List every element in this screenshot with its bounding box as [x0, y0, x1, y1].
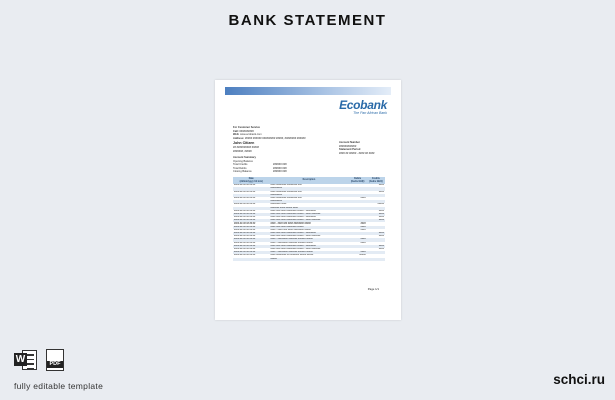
cell-description: #### ######## ## ####### ##### #####: [270, 254, 314, 257]
customer-address-2: #######, #####: [233, 149, 252, 153]
cell-description: #### ### #### ######## ##### - #### #######: [269, 219, 348, 222]
cell-debit: ####: [360, 197, 366, 200]
cell-date: ####-##-## ##:##:##: [234, 235, 256, 238]
bank-logo: [339, 99, 387, 116]
cell-credit: ####: [378, 209, 384, 212]
cell-description: #### ### #### ######## ##### - #### #######: [270, 248, 321, 251]
cell-description: #### ### #### ######## ##### - ########: [269, 245, 348, 248]
cell-date: [233, 258, 269, 261]
cell-credit: ####: [367, 219, 385, 222]
cell-debit: ####: [360, 228, 366, 231]
cell-credit: ####: [367, 245, 385, 248]
table-header-row: [233, 177, 385, 184]
word-icon: W: [14, 349, 38, 371]
bank-logo-name: Ecobank: [339, 98, 387, 112]
account-summary: [233, 156, 287, 174]
customer-address-1: ## ########## #####: [233, 146, 259, 149]
cell-date: ####-##-## ##:##:##: [234, 197, 256, 200]
cell-description: #### ######## ######## ###: [270, 197, 302, 200]
cell-debit: ####: [349, 251, 367, 254]
brand-watermark: schci.ru: [553, 372, 605, 387]
cell-date: ####-##-## ##:##:##: [234, 228, 256, 231]
cell-debit: ####: [360, 222, 366, 225]
cell-description: #### ### #### ######## ##### - #### #######: [270, 235, 321, 238]
contact-row: Call: ##########: [233, 129, 254, 133]
cell-credit: [367, 258, 385, 261]
contact-row: Web: www.ecobank.com: [233, 133, 262, 136]
contact-row: Address: ##### ###### ######### #####, ######## ######: [233, 136, 306, 140]
cell-credit: ####: [367, 213, 385, 216]
page-title: BANK STATEMENT: [228, 12, 387, 29]
contact-heading: For Customer Service: [233, 126, 260, 129]
cell-debit: ####: [349, 238, 367, 241]
cell-date: ####-##-## ##:##:##: [234, 209, 256, 212]
cell-credit: ####: [378, 184, 384, 187]
table-row: [233, 258, 385, 261]
cell-credit: ####: [378, 216, 384, 219]
cell-debit: ####: [349, 226, 367, 229]
cell-credit: #####: [377, 203, 384, 206]
cell-date: ####-##-## ##:##:##: [233, 232, 269, 235]
page-number: Page 1/1: [367, 287, 379, 291]
cell-description: #### ### #### ######## ##### - ########: [270, 216, 316, 219]
summary-row: Total Credits ###### ###: [233, 163, 287, 166]
cell-description: #########: [269, 194, 348, 197]
cell-date: ####-##-## ##:##:##: [234, 222, 256, 225]
cell-description: #### ######## ######## ###: [270, 184, 302, 187]
cell-date: ####-##-## ##:##:##: [234, 254, 256, 257]
customer-block: [233, 141, 259, 153]
summary-heading: Account Summary: [233, 156, 256, 159]
cell-debit: ####: [360, 241, 366, 244]
account-number-label: Account Number: [339, 141, 360, 144]
cell-description: #### ### #### ######## #####: [269, 226, 348, 229]
cell-description: #### - ######## ####### ###### #####: [269, 251, 348, 254]
summary-row: Closing Balance ###### ###: [233, 170, 287, 173]
cell-date: ####-##-## ##:##:##: [233, 219, 269, 222]
cell-credit: ####: [378, 190, 384, 193]
cell-description: #### ### #### ######## ##### - #### #######: [269, 213, 348, 216]
cell-description: #### - #### ### #### ######## #####: [270, 222, 311, 225]
column-header-credits: Credits (Cedis GH₵): [367, 177, 385, 184]
cell-credit: ####: [367, 232, 385, 235]
cell-credit: ####: [378, 235, 384, 238]
cell-date: ####-##-## ##:##:##: [234, 248, 256, 251]
transactions-body: [233, 184, 385, 261]
cell-debit: #####: [359, 254, 366, 257]
cell-description: #### - ######## ####### ###### #####: [269, 238, 348, 241]
cell-description: #### - #### ### #### ######## #####: [270, 228, 311, 231]
pdf-icon: PDF: [46, 349, 64, 371]
cell-date: ####-##-## ##:##:##: [233, 213, 269, 216]
cell-date: ####-##-## ##:##:##: [234, 203, 256, 206]
cell-date: ####-##-## ##:##:##: [233, 251, 269, 254]
cell-date: ####-##-## ##:##:##: [233, 245, 269, 248]
contact-info: [233, 126, 306, 140]
cell-description: #### ### #### ######## ##### - ########: [270, 209, 316, 212]
account-number: ############: [339, 144, 357, 148]
cell-description: #### ######## ######## ###: [270, 190, 302, 193]
cell-date: ####-##-## ##:##:##: [234, 241, 256, 244]
summary-row: Total Debits ###### ###: [233, 166, 287, 170]
cell-description: #### ### #### ######## ##### - ########: [269, 232, 348, 235]
transactions-table: [233, 177, 385, 261]
cell-date: ####-##-## ##:##:##: [233, 226, 269, 229]
bank-logo-tagline: The Pan African Bank: [353, 111, 387, 115]
column-header-date: Date (dd/mm/yyyy hh:mm): [233, 177, 269, 184]
cell-description: #### - ######## ####### ###### #####: [270, 241, 313, 244]
cell-description: ######## ####: [270, 203, 287, 206]
statement-period-label: Statement Period: [339, 148, 361, 151]
column-header-debits: Debits (Cedis GH₵): [349, 177, 367, 184]
cell-description: #####: [269, 258, 348, 261]
format-icons: [14, 349, 64, 371]
statement-document: [215, 80, 401, 320]
account-block: [339, 141, 374, 155]
customer-name: John Citizen: [233, 141, 255, 145]
cell-description: #########: [269, 200, 348, 203]
column-header-description: Description: [269, 177, 348, 184]
cell-date: ####-##-## ##:##:##: [233, 238, 269, 241]
cell-date: ####-##-## ##:##:##: [234, 184, 256, 187]
cell-credit: ####: [378, 248, 384, 251]
editable-template-label: fully editable template: [14, 381, 104, 391]
cell-date: ####-##-## ##:##:##: [234, 216, 256, 219]
cell-description: #########: [269, 187, 348, 190]
summary-row: Opening Balance: [233, 159, 253, 163]
cell-description: ####### #### ##### ####: [269, 207, 348, 210]
cell-date: ####-##-## ##:##:##: [234, 190, 256, 193]
statement-period: #### ## ##### - #### ## ####: [339, 151, 375, 155]
cell-debit: [349, 258, 367, 261]
header-bar: [225, 87, 391, 95]
